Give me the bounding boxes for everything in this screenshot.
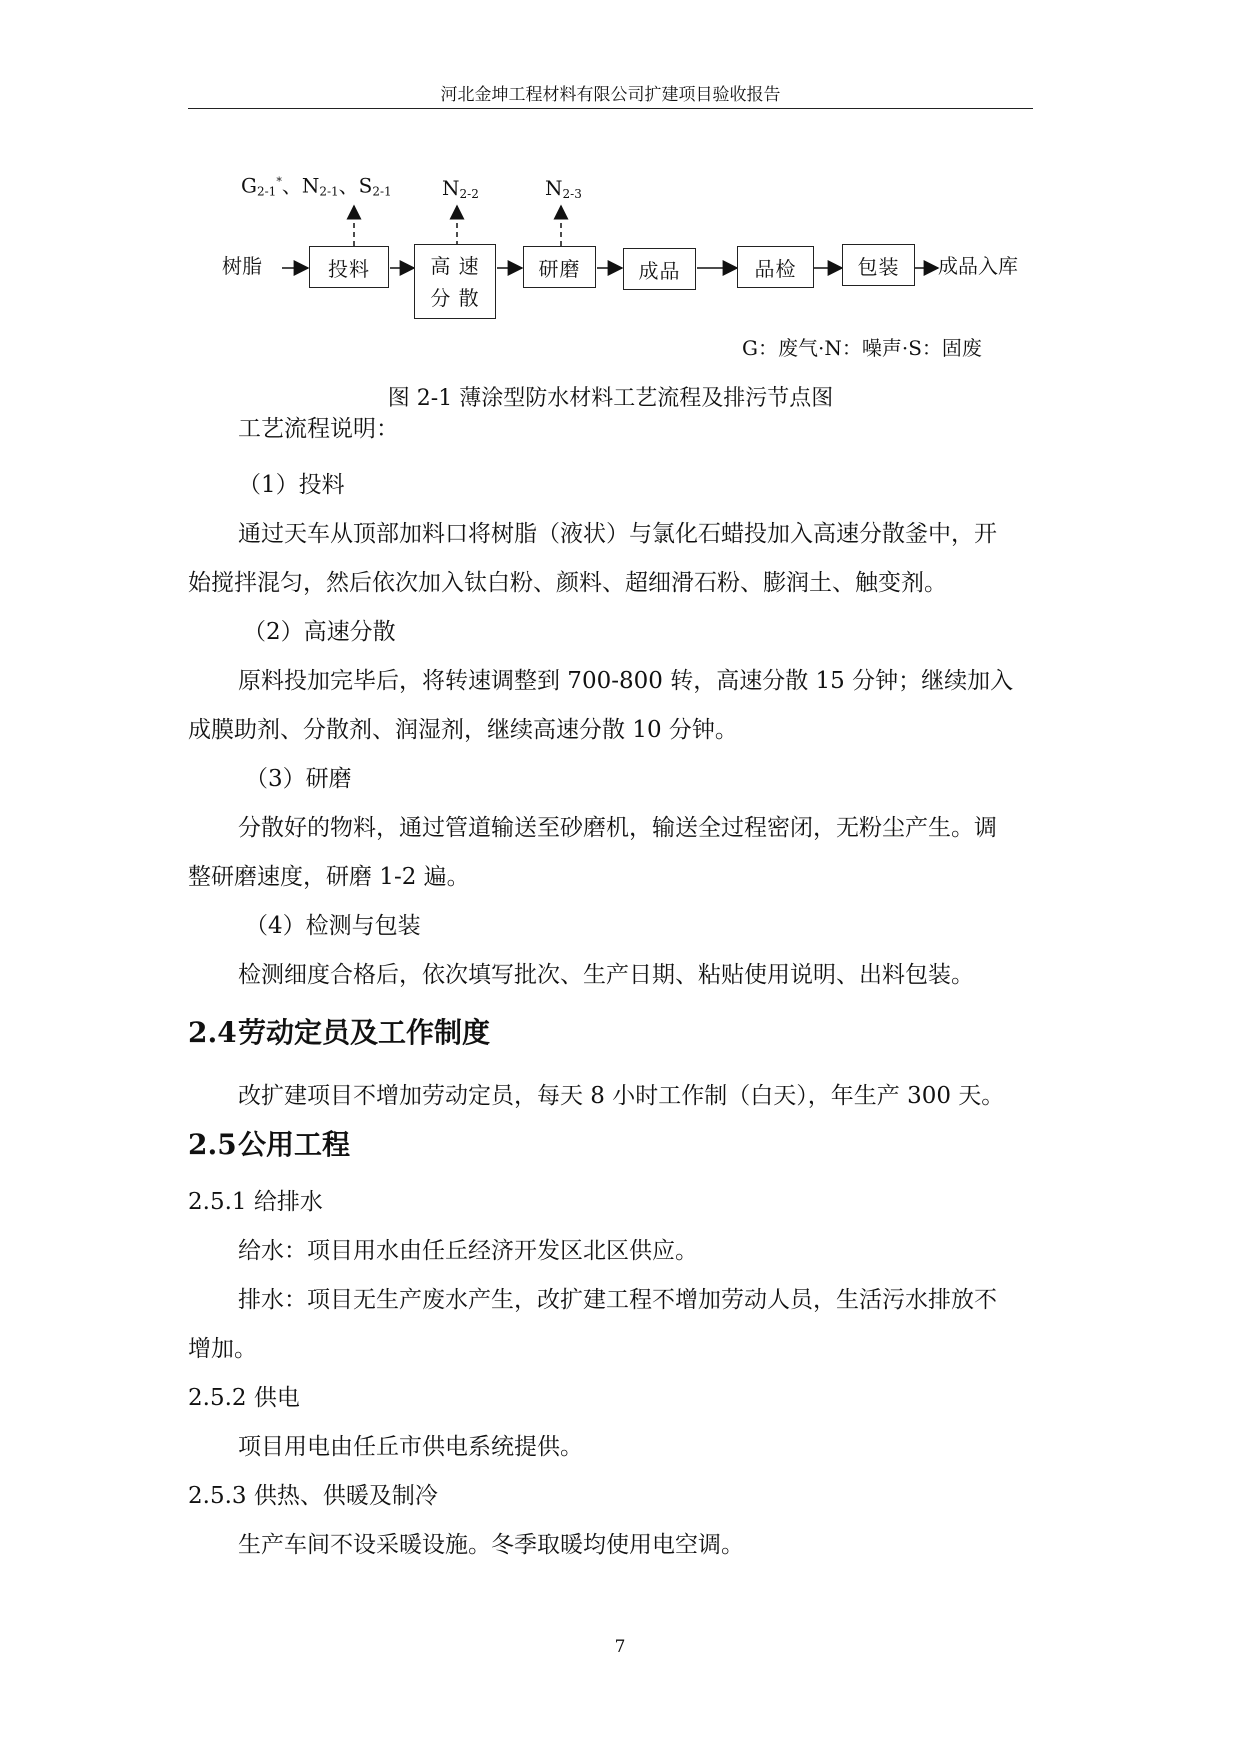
subsection-2-5-1-line1: 给水：项目用水由任丘经济开发区北区供应。 [238, 1238, 698, 1264]
section-2-4-heading [188, 1016, 490, 1050]
step3-line2: 整研磨速度，研磨 1-2 遍。 [188, 864, 470, 890]
emission-label-2: $N_{2-2}$ [442, 176, 479, 201]
step3-line1: 分散好的物料，通过管道输送至砂磨机，输送全过程密闭，无粉尘产生。调 [238, 815, 997, 841]
section-2-4-number: 2.4 [188, 1016, 237, 1049]
step-dispersion-line2: 分 散 [430, 285, 480, 310]
page-header-title: 河北金坤工程材料有限公司扩建项目验收报告 [440, 85, 781, 105]
flow-legend: G：废气·N：噪声·S：固废 [742, 336, 982, 360]
section-2-4-title: 劳动定员及工作制度 [238, 1016, 491, 1049]
flow-connectors [0, 0, 1240, 380]
section-2-5-heading [188, 1128, 350, 1162]
flow-input-label: 树脂 [222, 254, 262, 278]
step-packing: 包装 [842, 244, 915, 286]
step-dispersion-line1: 高 速 [430, 253, 480, 278]
step1-line1: 通过天车从顶部加料口将树脂（液状）与氯化石蜡投加入高速分散釜中，开 [238, 521, 997, 547]
subsection-2-5-2-title: 2.5.2 供电 [188, 1385, 300, 1411]
page-number: 7 [614, 1637, 626, 1657]
subsection-2-5-3-title: 2.5.3 供热、供暖及制冷 [188, 1483, 438, 1509]
step4-line1: 检测细度合格后，依次填写批次、生产日期、粘贴使用说明、出料包装。 [238, 962, 974, 988]
step4-title: （4）检测与包装 [245, 913, 421, 939]
emission-label-1: $G_{2-1}^*$、$N_{2-1}$、$S_{2-1}$ [241, 173, 392, 199]
section-2-4-text: 改扩建项目不增加劳动定员，每天 8 小时工作制（白天），年生产 300 天。 [238, 1083, 1005, 1109]
step1-title: （1）投料 [238, 472, 345, 498]
section-2-5-number: 2.5 [188, 1128, 237, 1161]
step1-line2: 始搅拌混匀，然后依次加入钛白粉、颜料、超细滑石粉、膨润土、触变剂。 [188, 570, 947, 596]
subsection-2-5-2-line1: 项目用电由任丘市供电系统提供。 [238, 1434, 583, 1460]
step2-line2: 成膜助剂、分散剂、润湿剂，继续高速分散 10 分钟。 [188, 717, 738, 743]
step3-title: （3）研磨 [245, 766, 352, 792]
emission-label-3: $N_{2-3}$ [545, 176, 582, 201]
step-feeding: 投料 [309, 246, 389, 288]
subsection-2-5-1-line3: 增加。 [188, 1336, 257, 1362]
subsection-2-5-1-line2: 排水：项目无生产废水产生，改扩建工程不增加劳动人员，生活污水排放不 [238, 1287, 997, 1313]
section-2-5-title: 公用工程 [238, 1128, 351, 1161]
subsection-2-5-1-title: 2.5.1 给排水 [188, 1189, 323, 1215]
process-flow-diagram [0, 0, 1240, 380]
step-product: 成品 [623, 248, 696, 290]
step-high-speed-dispersion [414, 244, 496, 319]
step-inspection: 品检 [737, 246, 814, 288]
step2-title: （2）高速分散 [243, 619, 396, 645]
step-grinding: 研磨 [523, 246, 596, 288]
subsection-2-5-3-line1: 生产车间不设采暖设施。冬季取暖均使用电空调。 [238, 1532, 744, 1558]
intro-text: 工艺流程说明： [238, 416, 399, 442]
step2-line1: 原料投加完毕后，将转速调整到 700-800 转，高速分散 15 分钟；继续加入 [238, 668, 1014, 694]
flow-output-label: 成品入库 [938, 254, 1018, 278]
figure-caption: 图 2-1 薄涂型防水材料工艺流程及排污节点图 [387, 386, 834, 411]
